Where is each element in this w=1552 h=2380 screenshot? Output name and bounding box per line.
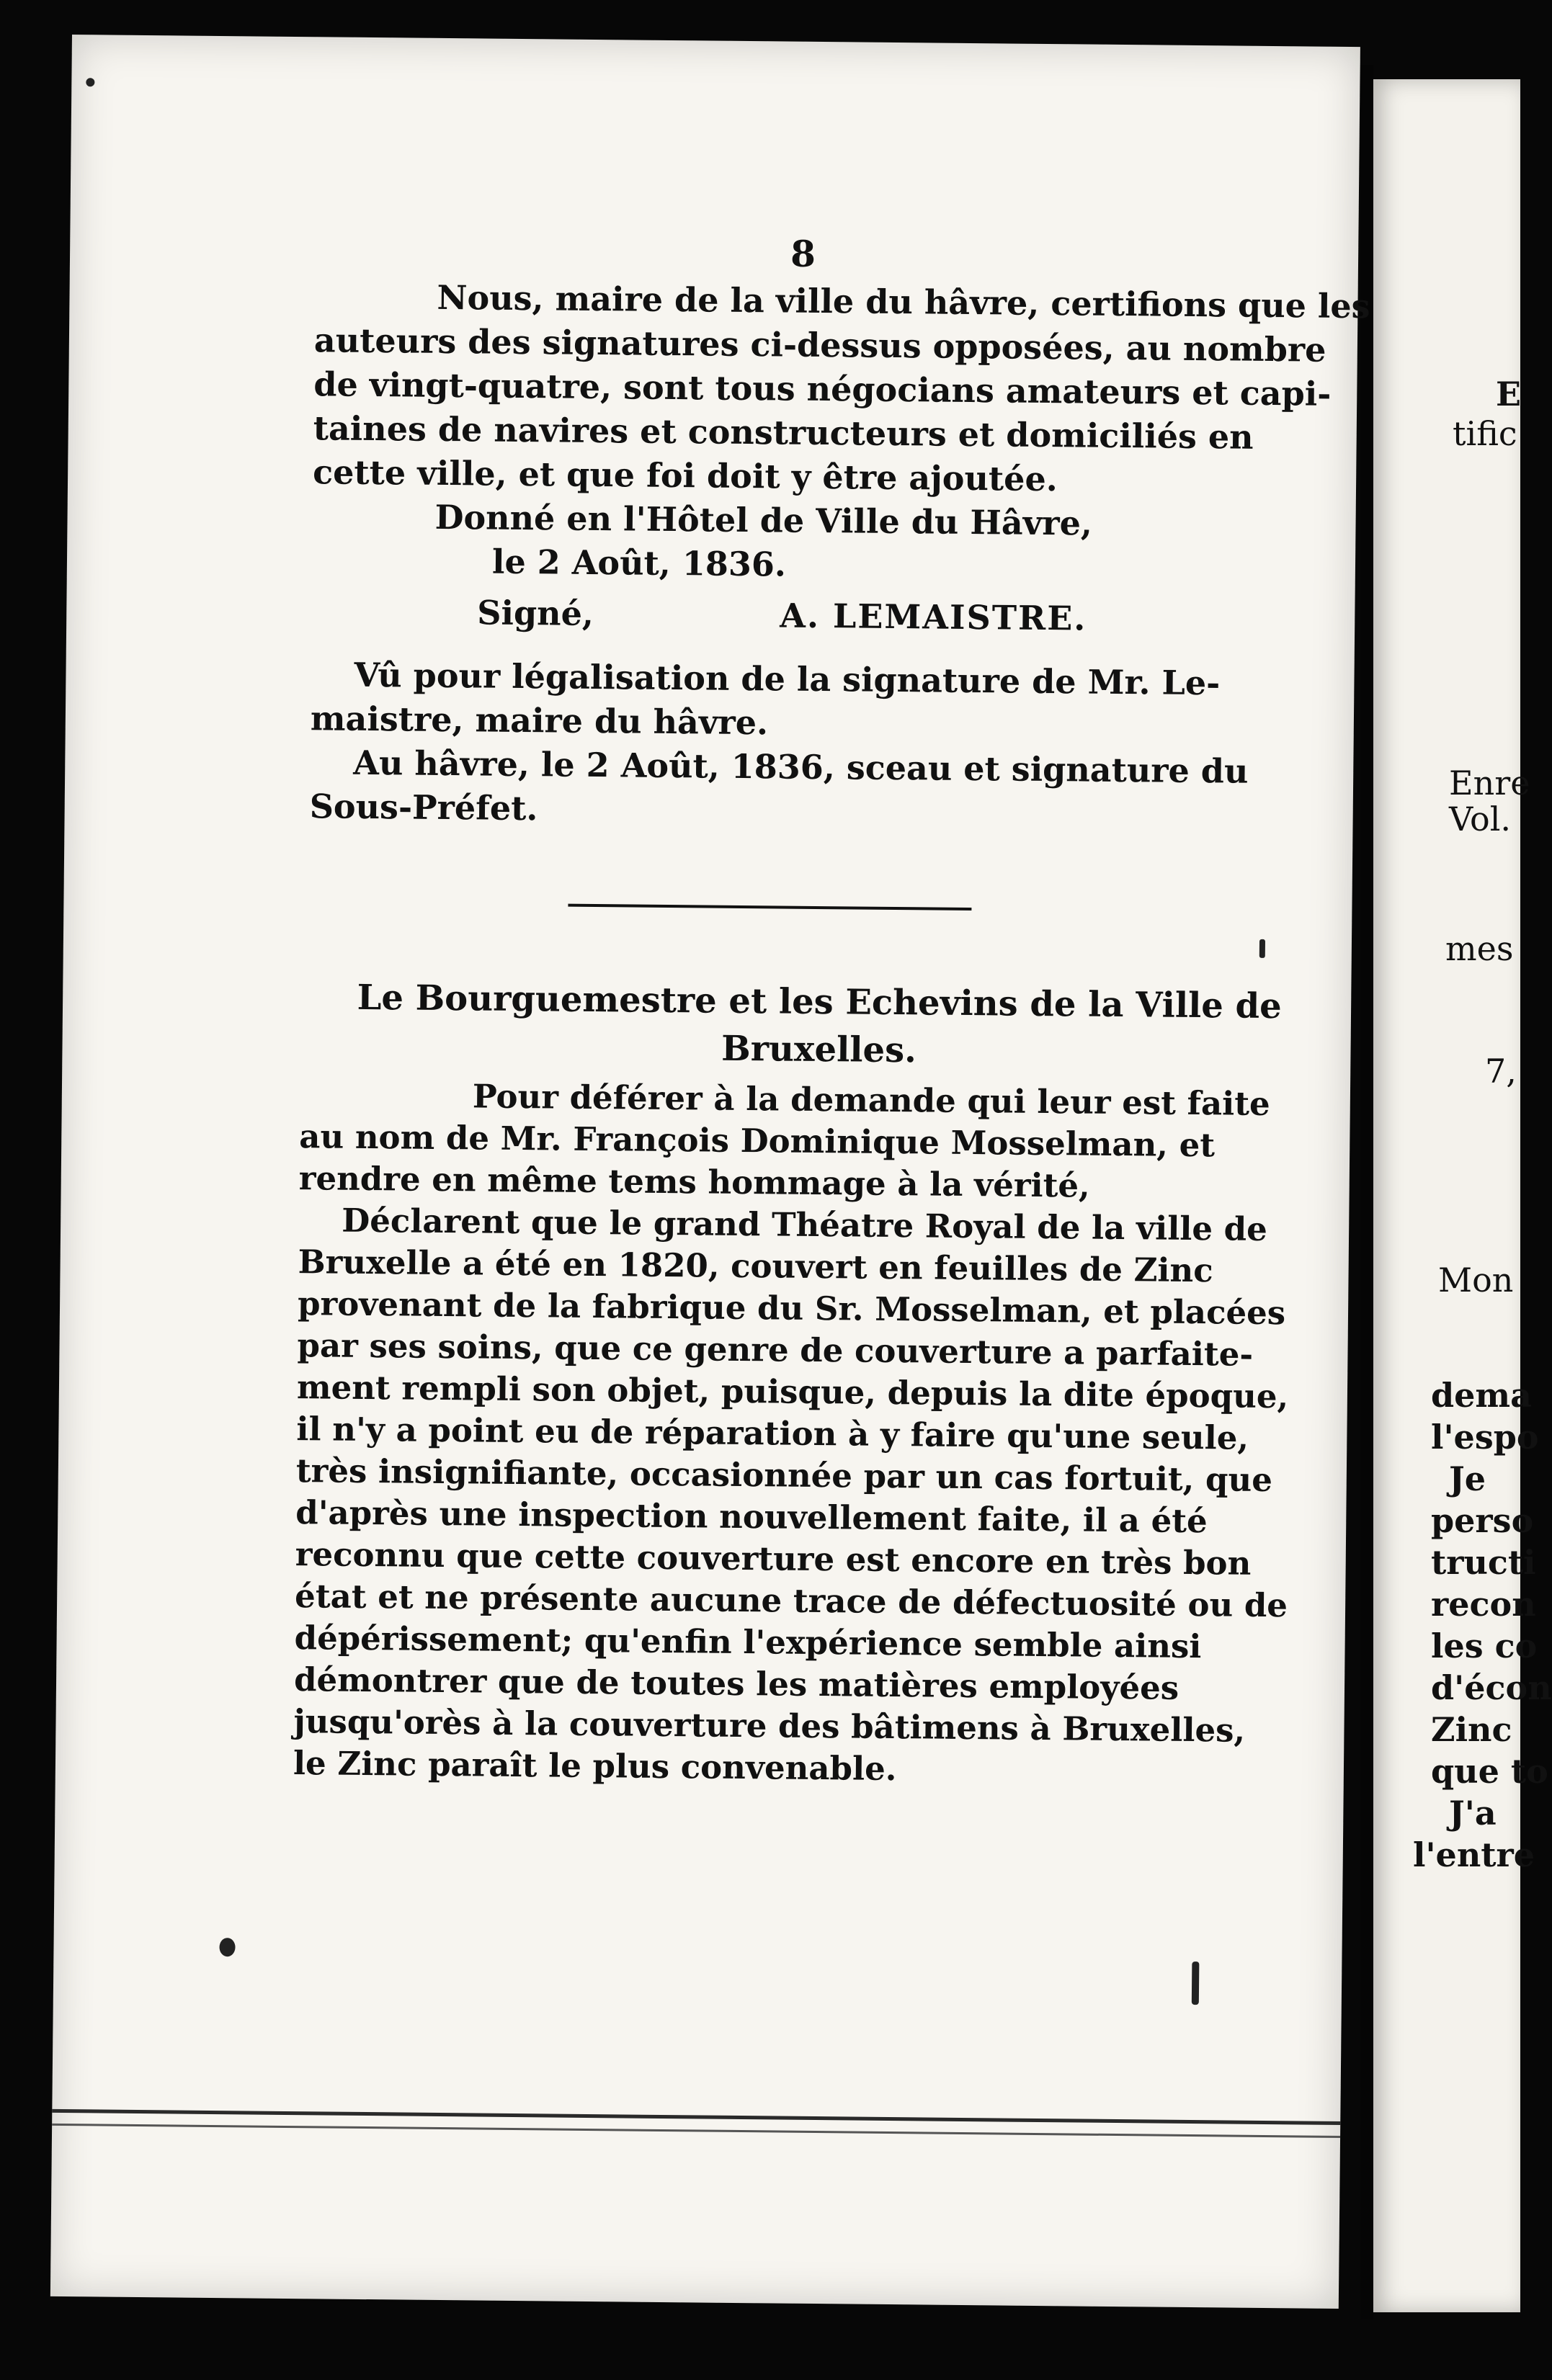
- text-line: démontrer que de toutes les matières employées: [293, 1660, 1179, 1707]
- ink-speck: [219, 1938, 235, 1956]
- heading-line: Le Bourguemestre et les Echevins de la Ville de: [357, 977, 1282, 1027]
- text-line: auteurs des signatures ci-dessus opposées, au nombre: [313, 321, 1326, 370]
- left-page: [50, 35, 1370, 2309]
- text-line: Pour déférer à la demande qui leur est faite: [472, 1077, 1270, 1124]
- signed-label: Signé,: [477, 593, 594, 633]
- date-line: le 2 Août, 1836.: [491, 542, 787, 584]
- facing-fragment: d'écon: [1431, 1668, 1552, 1707]
- text-line: taines de navires et constructeurs et domiciliés en: [313, 408, 1254, 457]
- text-line: Bruxelle a été en 1820, couvert en feuilles de Zinc: [298, 1243, 1213, 1290]
- ink-speck: [1259, 939, 1265, 958]
- bottom-rule: [52, 2109, 1340, 2125]
- text-line: rendre en même tems hommage à la vérité,: [298, 1159, 1091, 1205]
- text-line: d'après une inspection nouvellement faite, il a été: [295, 1493, 1208, 1541]
- certification-paragraph: [312, 274, 1370, 592]
- text-line: dépérissement; qu'enfin l'expérience semble ainsi: [294, 1619, 1202, 1666]
- facing-fragment: perso: [1431, 1501, 1534, 1540]
- text-line: de vingt-quatre, sont tous négocians amateurs et capi-: [313, 364, 1332, 413]
- text-line: état et ne présente aucune trace de défectuosité ou de: [294, 1577, 1288, 1625]
- text-line: au nom de Mr. François Dominique Mosselman, et: [299, 1117, 1216, 1165]
- facing-fragment: recon: [1431, 1585, 1536, 1624]
- section-divider: [568, 904, 971, 911]
- facing-fragment: Zinc: [1431, 1710, 1512, 1749]
- facing-fragment: dema: [1431, 1376, 1532, 1415]
- facing-fragment: mes: [1445, 929, 1514, 968]
- text-line: Au hâvre, le 2 Août, 1836, sceau et signature du: [353, 743, 1249, 791]
- facing-fragment: l'entre: [1413, 1835, 1535, 1874]
- facing-fragment: E: [1496, 375, 1522, 413]
- text-line: Déclarent que le grand Théatre Royal de la ville de: [341, 1201, 1268, 1248]
- text-line: il n'y a point eu de réparation à y faire qu'une seule,: [296, 1410, 1249, 1457]
- signer-name: A. LEMAISTRE.: [780, 596, 1087, 638]
- facing-page-edge: [1373, 79, 1552, 2312]
- facing-fragment: Je: [1449, 1459, 1486, 1498]
- given-at-line: Donné en l'Hôtel de Ville du Hâvre,: [434, 497, 1093, 543]
- facing-fragment: 7,: [1485, 1052, 1517, 1091]
- facing-fragment: J'a: [1449, 1794, 1497, 1833]
- text-line: par ses soins, que ce genre de couverture a parfaite-: [297, 1326, 1254, 1374]
- text-line: très insignifiante, occasionnée par un cas fortuit, que: [295, 1451, 1273, 1500]
- signature-row: [311, 591, 1334, 640]
- heading-line: Bruxelles.: [721, 1028, 917, 1071]
- legalisation-paragraph: [309, 653, 1334, 838]
- brussels-heading: [307, 973, 1331, 1078]
- ink-speck: [86, 78, 94, 86]
- facing-fragment: tific: [1453, 414, 1517, 453]
- page-number: 8: [790, 232, 816, 275]
- text-line: cette ville, et que foi doit y être ajoutée.: [312, 452, 1058, 499]
- text-line: Nous, maire de la ville du hâvre, certifions que les: [437, 277, 1370, 326]
- text-line: le Zinc paraît le plus convenable.: [293, 1744, 897, 1789]
- bottom-rule: [52, 2124, 1340, 2138]
- text-line: ment rempli son objet, puisque, depuis la dite époque,: [296, 1368, 1289, 1416]
- facing-fragment: tructi: [1431, 1543, 1536, 1582]
- facing-fragment: Mon: [1438, 1261, 1514, 1299]
- brussels-declaration: [293, 1074, 1316, 1794]
- facing-fragment: Enre: [1449, 764, 1530, 802]
- facing-fragment: Vol.: [1449, 800, 1512, 838]
- facing-fragment: que to: [1431, 1752, 1548, 1791]
- ink-speck: [1192, 1961, 1200, 2005]
- text-line: reconnu que cette couverture est encore en très bon: [295, 1535, 1252, 1583]
- text-line: Vû pour légalisation de la signature de Mr. Le-: [354, 655, 1221, 703]
- text-line: Sous-Préfet.: [309, 787, 538, 828]
- text-line: provenant de la fabrique du Sr. Mosselman, et placées: [297, 1284, 1286, 1333]
- facing-fragment: les co: [1431, 1627, 1538, 1665]
- facing-fragment: l'espo: [1431, 1418, 1539, 1457]
- book-binding-gutter: [1360, 65, 1373, 2319]
- text-line: maistre, maire du hâvre.: [310, 699, 769, 743]
- text-line: jusqu'orès à la couverture des bâtimens à Bruxelles,: [293, 1702, 1246, 1750]
